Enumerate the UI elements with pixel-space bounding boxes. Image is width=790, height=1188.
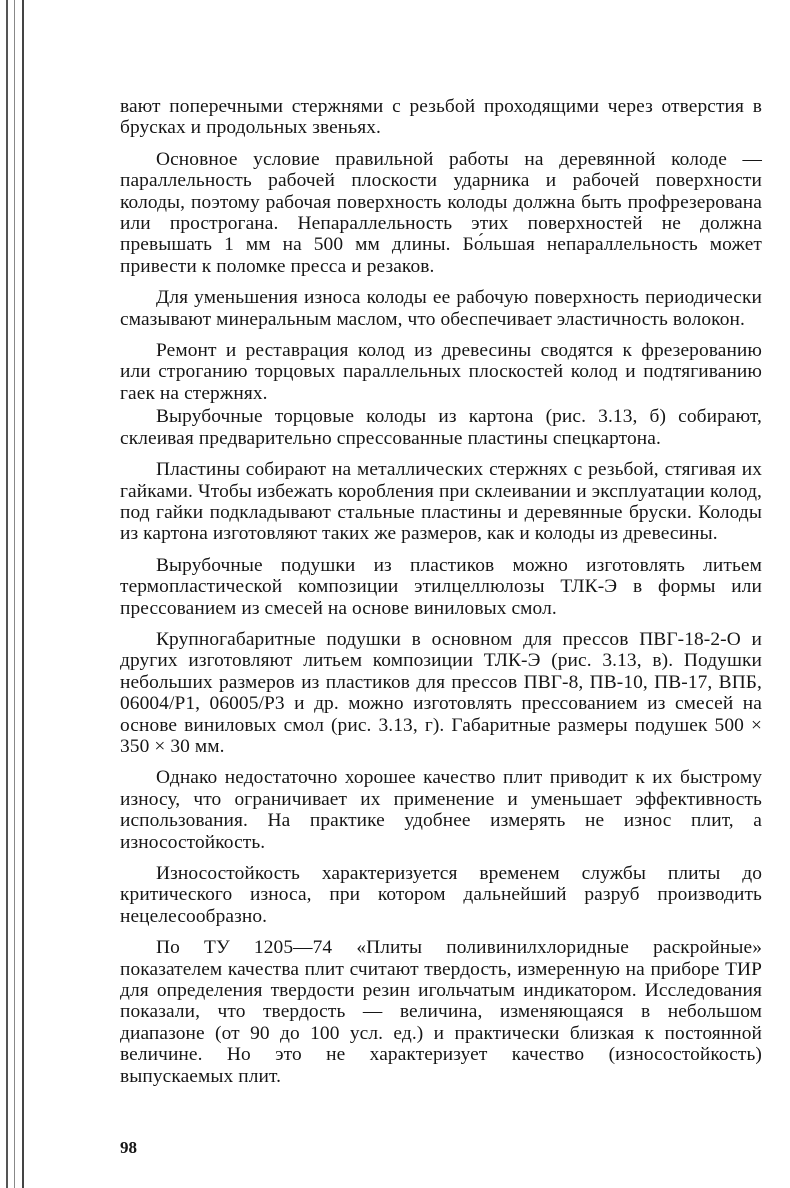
- binding-line: [6, 0, 8, 1188]
- paragraph: По ТУ 1205—74 «Плиты поливинилхлоридные раскройные» показателем качества плит считают твердость, измеренную на приборе ТИР для определения твердости резин игольчатым индикатором. Исследования показали, что твердость — величина, изменяющаяся в небольшом диапазоне (от 90 до 100 усл. ед.) и практически близкая к постоянной величине. Но это не характеризует качество (износостойкость) выпускаемых плит.: [120, 937, 762, 1087]
- paragraph: Износостойкость характеризуется временем службы плиты до критического износа, при котором дальнейший разруб производить нецелесообразно.: [120, 863, 762, 927]
- paragraph: Для уменьшения износа колоды ее рабочую поверхность периодически смазывают минеральным маслом, что обеспечивает эластичность волокон.: [120, 287, 762, 330]
- paragraph: вают поперечными стержнями с резьбой проходящими через отверстия в брусках и продольных звеньях.: [120, 96, 762, 139]
- paragraph: Вырубочные подушки из пластиков можно изготовлять литьем термопластической композиции этилцеллюлозы ТЛК-Э в формы или прессованием из смесей на основе виниловых смол.: [120, 554, 762, 619]
- page-body-text: [120, 96, 762, 1087]
- paragraph: Вырубочные торцовые колоды из картона (рис. 3.13, б) собирают, склеивая предварительно спрессованные пластины спецкартона.: [120, 406, 762, 449]
- binding-line: [14, 0, 15, 1188]
- page-number: 98: [120, 1138, 137, 1157]
- paragraph: Основное условие правильной работы на деревянной колоде — параллельность рабочей плоскости ударника и рабочей поверхности колоды, поэтому рабочая поверхность колоды должна быть профрезерована или прострогана. Непараллельность этих поверхностей не должна превышать 1 мм на 500 мм длины. Бо́льшая непараллельность может привести к поломке пресса и резаков.: [120, 148, 762, 277]
- binding-line: [22, 0, 24, 1188]
- paragraph: Однако недостаточно хорошее качество плит приводит к их быстрому износу, что ограничивает их применение и уменьшает эффективность использования. На практике удобнее измерять не износ плит, а износостойкость.: [120, 767, 762, 853]
- paragraph: Ремонт и реставрация колод из древесины сводятся к фрезерованию или строганию торцовых параллельных плоскостей колод и подтягиванию гаек на стержнях.: [120, 340, 762, 404]
- paragraph: Крупногабаритные подушки в основном для прессов ПВГ-18-2-О и других изготовляют литьем композиции ТЛК-Э (рис. 3.13, в). Подушки небольших размеров из пластиков для прессов ПВГ-8, ПВ-10, ПВ-17, ВПБ, 06004/Р1, 06005/Р3 и др. можно изготовлять прессованием из смесей на основе виниловых смол (рис. 3.13, г). Габаритные размеры подушек 500 × 350 × 30 мм.: [120, 628, 762, 757]
- paragraph: Пластины собирают на металлических стержнях с резьбой, стягивая их гайками. Чтобы избежать коробления при склеивании и эксплуатации колод, под гайки подкладывают стальные пластины и деревянные бруски. Колоды из картона изготовляют таких же размеров, как и колоды из древесины.: [120, 459, 762, 545]
